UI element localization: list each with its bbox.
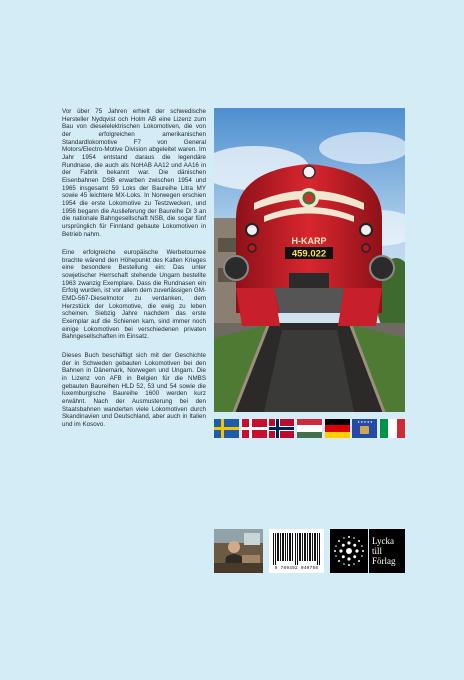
kosovo-flag: ★★★★★ xyxy=(352,419,377,438)
locomotive-photo xyxy=(214,108,405,412)
publisher-line-2: till xyxy=(372,546,383,556)
italy-flag xyxy=(380,419,405,438)
nameplate-text: H-KARP xyxy=(291,236,327,246)
paragraph-book: Dieses Buch beschäftigt sich mit der Geschichte der in Schweden gebauten Lokomotiven bei den Bahnen in Dänemark, Norwegen und Ungarn. Die in Lizenz von AFB in Belgien für die NMBS gebauten Baureihen HLD 52, 53 und 54 sowie die luxemburgische Baureihe 1600 werden kurz erwähnt. Nach der Ausmusterung bei den Staatsbahnen wanderten viele Lokomotiven durch Skandinavien und Deutschland, aber auch in Italien und im Kosovo. xyxy=(62,352,206,428)
germany-flag xyxy=(325,419,350,438)
hungary-flag xyxy=(297,419,322,438)
isbn-number: 9 789492 040756 xyxy=(274,566,319,571)
denmark-flag xyxy=(242,419,267,438)
publisher-name xyxy=(369,529,405,573)
country-flags xyxy=(214,419,405,438)
publisher-line-1: Lycka xyxy=(372,536,394,546)
paragraph-history: Vor über 75 Jahren erhielt der schwedische Hersteller Nydqvist och Holm AB eine Lizenz zum Bau von dieselelektrischen Lokomotiven, die von der erfolgreichen amerikanischen Standardlokomotive F7 von General Motors/Electro-Motive Division abgeleitet waren. Im Jahr 1954 entstand daraus die legendäre Rundnase, die auch als NoHAB AA12 und AA16 in der Fabrik bekannt war. Die dänischen Eisenbahnen DSB erwarben zwischen 1954 und 1965 insgesamt 59 Loks der Baureihe Litra MY sowie 45 leichtere MX-Loks. In Norwegen erschien 1954 die erste Lokomotive zu Testzwecken, und 1956 begann die Auslieferung der Baureihe Di 3 an die nationale Bahngesellschaft NSB, die sogar fünf ursprünglich für Finnland gebaute Lokomotiven in Betrieb nahm. xyxy=(62,108,206,238)
back-cover-text xyxy=(62,108,206,440)
author-photo xyxy=(214,529,263,573)
loco-number-text: 459.022 xyxy=(291,248,327,260)
paragraph-tour: Eine erfolgreiche europäische Werbetournee brachte wärend den Höhepunkt des Kalten Krieges eine besondere Bestellung ein: Das unter sowjetischer Herrschaft stehende Ungarn bestellte 1963 zwanzig Exemplare. Dass die Rundnasen ein Erfolg wurden, ist vor allem dem zuverlässigen GM-EMD-567-Dieselmotor zu verdanken, dem Herzstück der Lokomotive, die ewig zu leben scheinen. Siebzig Jahre nachdem das erste Exemplar auf die Schienen kam, sind immer noch einige Lokomotiven bei verschiedenen privaten Bahngesellschaften im Einsatz. xyxy=(62,249,206,341)
norway-flag xyxy=(269,419,294,438)
publisher-logo-icon xyxy=(330,529,368,573)
sweden-flag xyxy=(214,419,239,438)
publisher-line-3: Förlag xyxy=(372,556,396,566)
barcode xyxy=(269,529,324,573)
